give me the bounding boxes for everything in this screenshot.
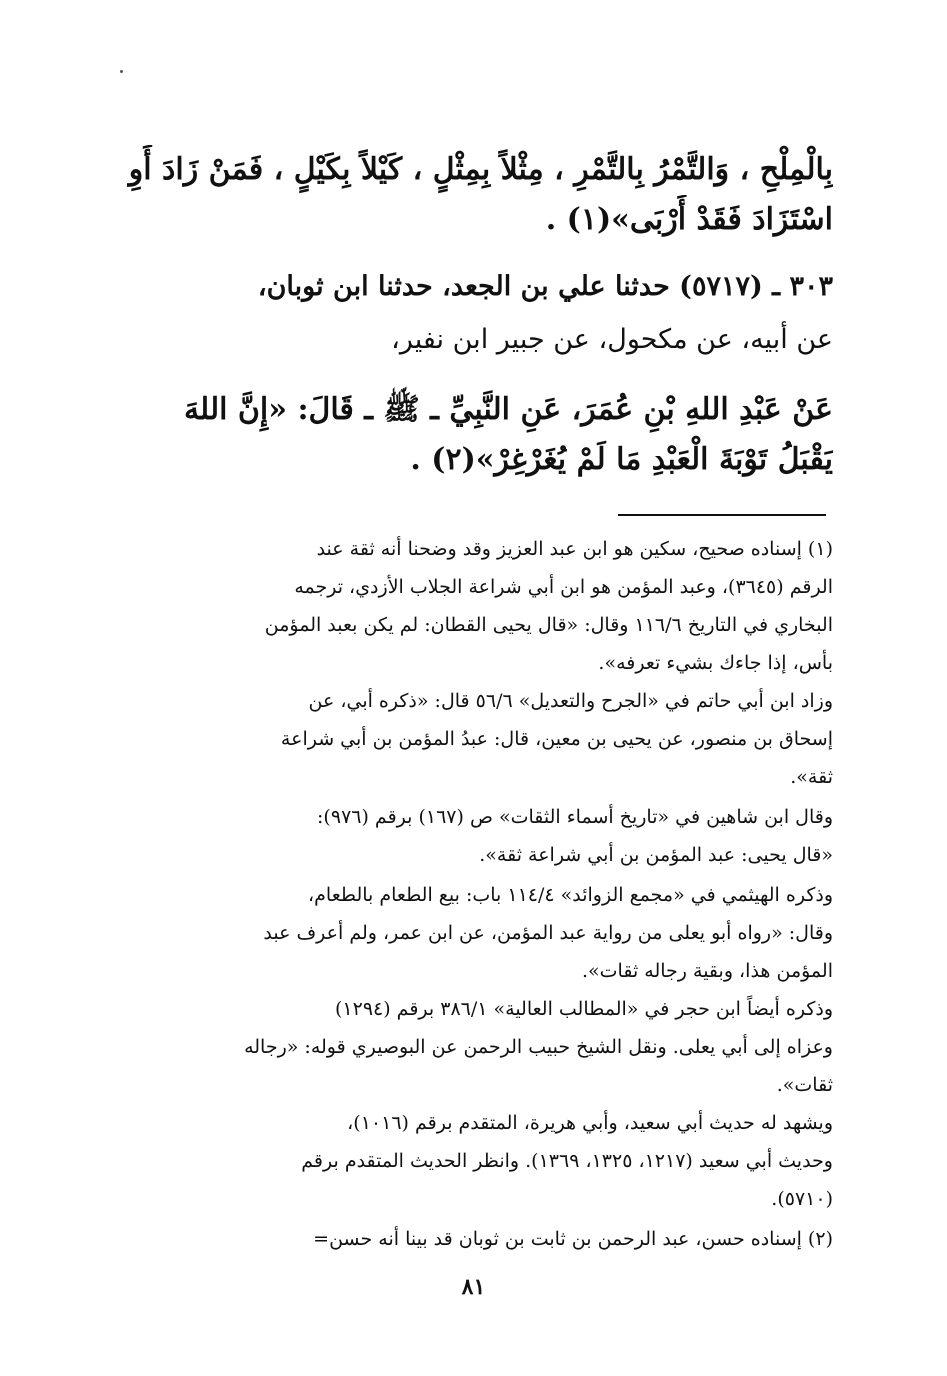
footnote-separator [618,514,826,516]
hadith-303-matn-line-1: عَنْ عَبْدِ اللهِ بْنِ عُمَرَ، عَنِ النَّبِيِّ ـ ﷺ ـ قَالَ: «إِنَّ اللهَ [183,392,833,427]
footnote-1-paragraph-3 [118,798,833,874]
hadith-303-matn-line-2: يَقْبَلُ تَوْبَةَ الْعَبْدِ مَا لَمْ يُغَرْغِرْ»(٢) . [410,442,833,477]
footnote-1-paragraph-6 [118,1104,833,1218]
footnote-line: إسحاق بن منصور، عن يحيى بن معين، قال: عبدُ المؤمن بن أبي شراعة [280,728,833,750]
footnote-line: (٢) إسناده حسن، عبد الرحمن بن ثابت بن ثوبان قد بينا أنه حسن= [313,1228,833,1250]
page-number: ٨١ [461,1274,486,1300]
footnote-line: «قال يحيى: عبد المؤمن بن أبي شراعة ثقة». [479,844,833,866]
hadith-302-line-2: اسْتَزَادَ فَقَدْ أَرْبَى»(١) . [545,202,833,237]
footnote-line: وزاد ابن أبي حاتم في «الجرح والتعديل» ٥٦/٦ قال: «ذكره أبي، عن [308,690,833,712]
footnote-line: وحديث أبي سعيد (١٢١٧، ١٣٢٥، ١٣٦٩). وانظر الحديث المتقدم برقم [301,1150,833,1172]
footnote-line: ويشهد له حديث أبي سعيد، وأبي هريرة، المتقدم برقم (١٠١٦)، [347,1112,833,1134]
footnote-line: الرقم (٣٦٤٥)، وعبد المؤمن هو ابن أبي شراعة الجلاب الأزدي، ترجمه [294,576,833,598]
footnote-line: البخاري في التاريخ ١١٦/٦ وقال: «قال يحيى القطان: لم يكن بعبد المؤمن [264,614,833,636]
footnote-line: (١) إسناده صحيح، سكين هو ابن عبد العزيز وقد وضحنا أنه ثقة عند [316,538,833,560]
footnote-line: (٥٧١٠). [771,1188,833,1210]
footnote-line: المؤمن هذا، وبقية رجاله ثقات». [582,960,833,982]
footnote-line: بأس، إذا جاءك بشيء تعرفه». [598,652,833,674]
hadith-302-line-1: بِالْمِلْحِ ، وَالتَّمْرُ بِالتَّمْرِ ، مِثْلاً بِمِثْلٍ ، كَيْلاً بِكَيْلٍ ، فَمَنْ زَادَ أَوِ [128,152,833,187]
footnote-line: ثقات». [776,1074,833,1096]
footnote-line: ثقة». [790,766,833,788]
footnote-1-paragraph-4 [118,876,833,990]
footnote-1-paragraph-2 [118,682,833,796]
hadith-303-isnad-line-1: ٣٠٣ ـ (٥٧١٧) حدثنا علي بن الجعد، حدثنا ابن ثوبان، [257,271,833,302]
hadith-302-continuation [118,145,833,245]
footnote-line: وعزاه إلى أبي يعلى. ونقل الشيخ حبيب الرحمن عن البوصيري قوله: «رجاله [244,1036,833,1058]
footnote-1-paragraph-5 [118,990,833,1104]
scan-speck [120,70,123,73]
footnote-line: وقال: «رواه أبو يعلى من رواية عبد المؤمن، عن ابن عمر، ولم أعرف عبد [263,922,833,944]
footnote-2 [118,1220,833,1258]
footnote-line: وقال ابن شاهين في «تاريخ أسماء الثقات» ص (١٦٧) برقم (٩٧٦): [317,806,833,828]
footnote-line: وذكره الهيثمي في «مجمع الزوائد» ١١٤/٤ باب: بيع الطعام بالطعام، [308,884,833,906]
hadith-303-matn [118,385,833,485]
footnote-line: وذكره أيضاً ابن حجر في «المطالب العالية» ٣٨٦/١ برقم (١٢٩٤) [334,998,833,1020]
hadith-303-isnad [118,260,833,366]
hadith-303-isnad-line-2: عن أبيه، عن مكحول، عن جبير ابن نفير، [391,324,833,355]
footnote-1 [118,530,833,682]
